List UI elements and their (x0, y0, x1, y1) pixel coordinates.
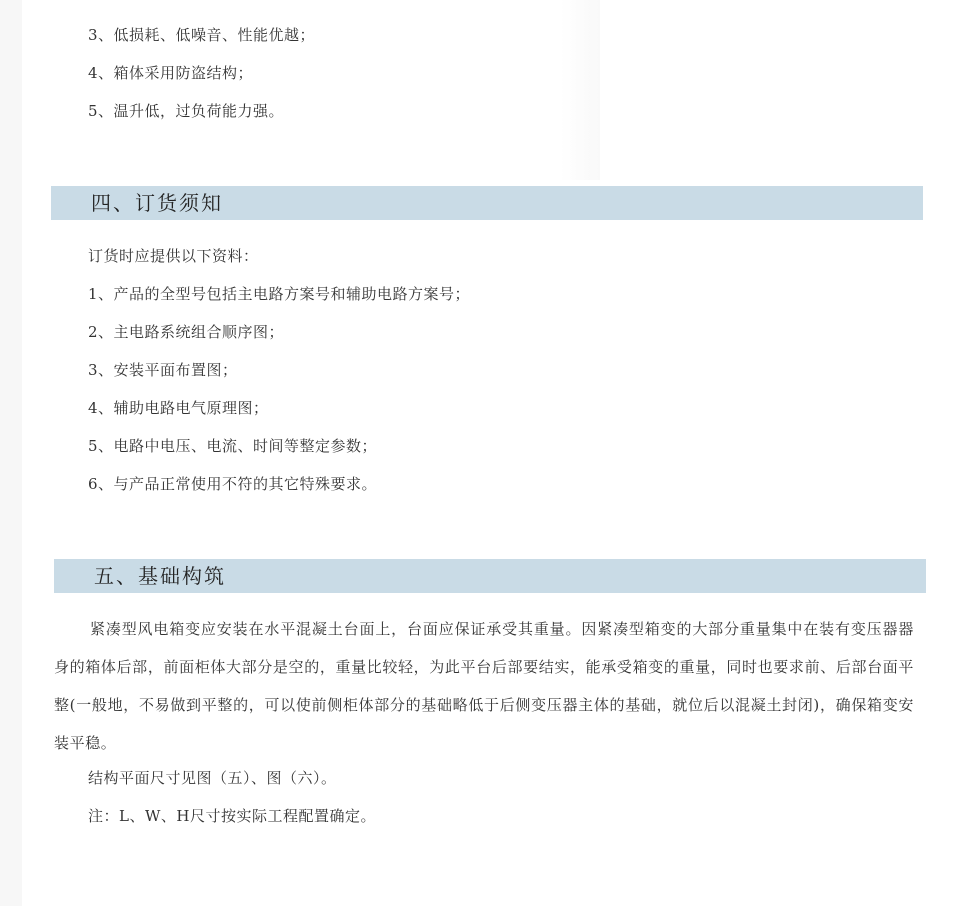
page-shade (560, 0, 600, 180)
ordering-item-6: 6、与产品正常使用不符的其它特殊要求。 (88, 475, 378, 493)
figure-reference: 结构平面尺寸见图（五）、图（六）。 (88, 769, 337, 787)
ordering-item-4: 4、辅助电路电气原理图； (88, 399, 269, 417)
dimension-note: 注：L、W、H尺寸按实际工程配置确定。 (88, 807, 376, 825)
section-header-ordering (51, 186, 923, 220)
foundation-paragraph: 紧凑型风电箱变应安装在水平混凝土台面上，台面应保证承受其重量。因紧凑型箱变的大部分重量集中在装有变压器器身的箱体后部，前面柜体大部分是空的，重量比较轻，为此平台后部要结实，能承受箱变的重量，同时也要求前、后部台面平整(一般地，不易做到平整的，可以使前侧柜体部分的基础略低于后侧变压器主体的基础，就位后以混凝土封闭)，确保箱变安装平稳。 (54, 620, 914, 752)
ordering-item-2: 2、主电路系统组合顺序图； (88, 323, 285, 341)
section-title-foundation: 五、基础构筑 (94, 564, 226, 588)
feature-item-5: 5、温升低，过负荷能力强。 (88, 102, 285, 120)
ordering-intro: 订货时应提供以下资料： (88, 247, 259, 265)
feature-item-3: 3、低损耗、低噪音、性能优越； (88, 26, 316, 44)
feature-item-4: 4、箱体采用防盗结构； (88, 64, 254, 82)
section-title-ordering: 四、订货须知 (91, 191, 223, 215)
ordering-item-3: 3、安装平面布置图； (88, 361, 238, 379)
ordering-item-1: 1、产品的全型号包括主电路方案号和辅助电路方案号； (88, 285, 471, 303)
ordering-item-5: 5、电路中电压、电流、时间等整定参数； (88, 437, 378, 455)
section-header-foundation (54, 559, 926, 593)
